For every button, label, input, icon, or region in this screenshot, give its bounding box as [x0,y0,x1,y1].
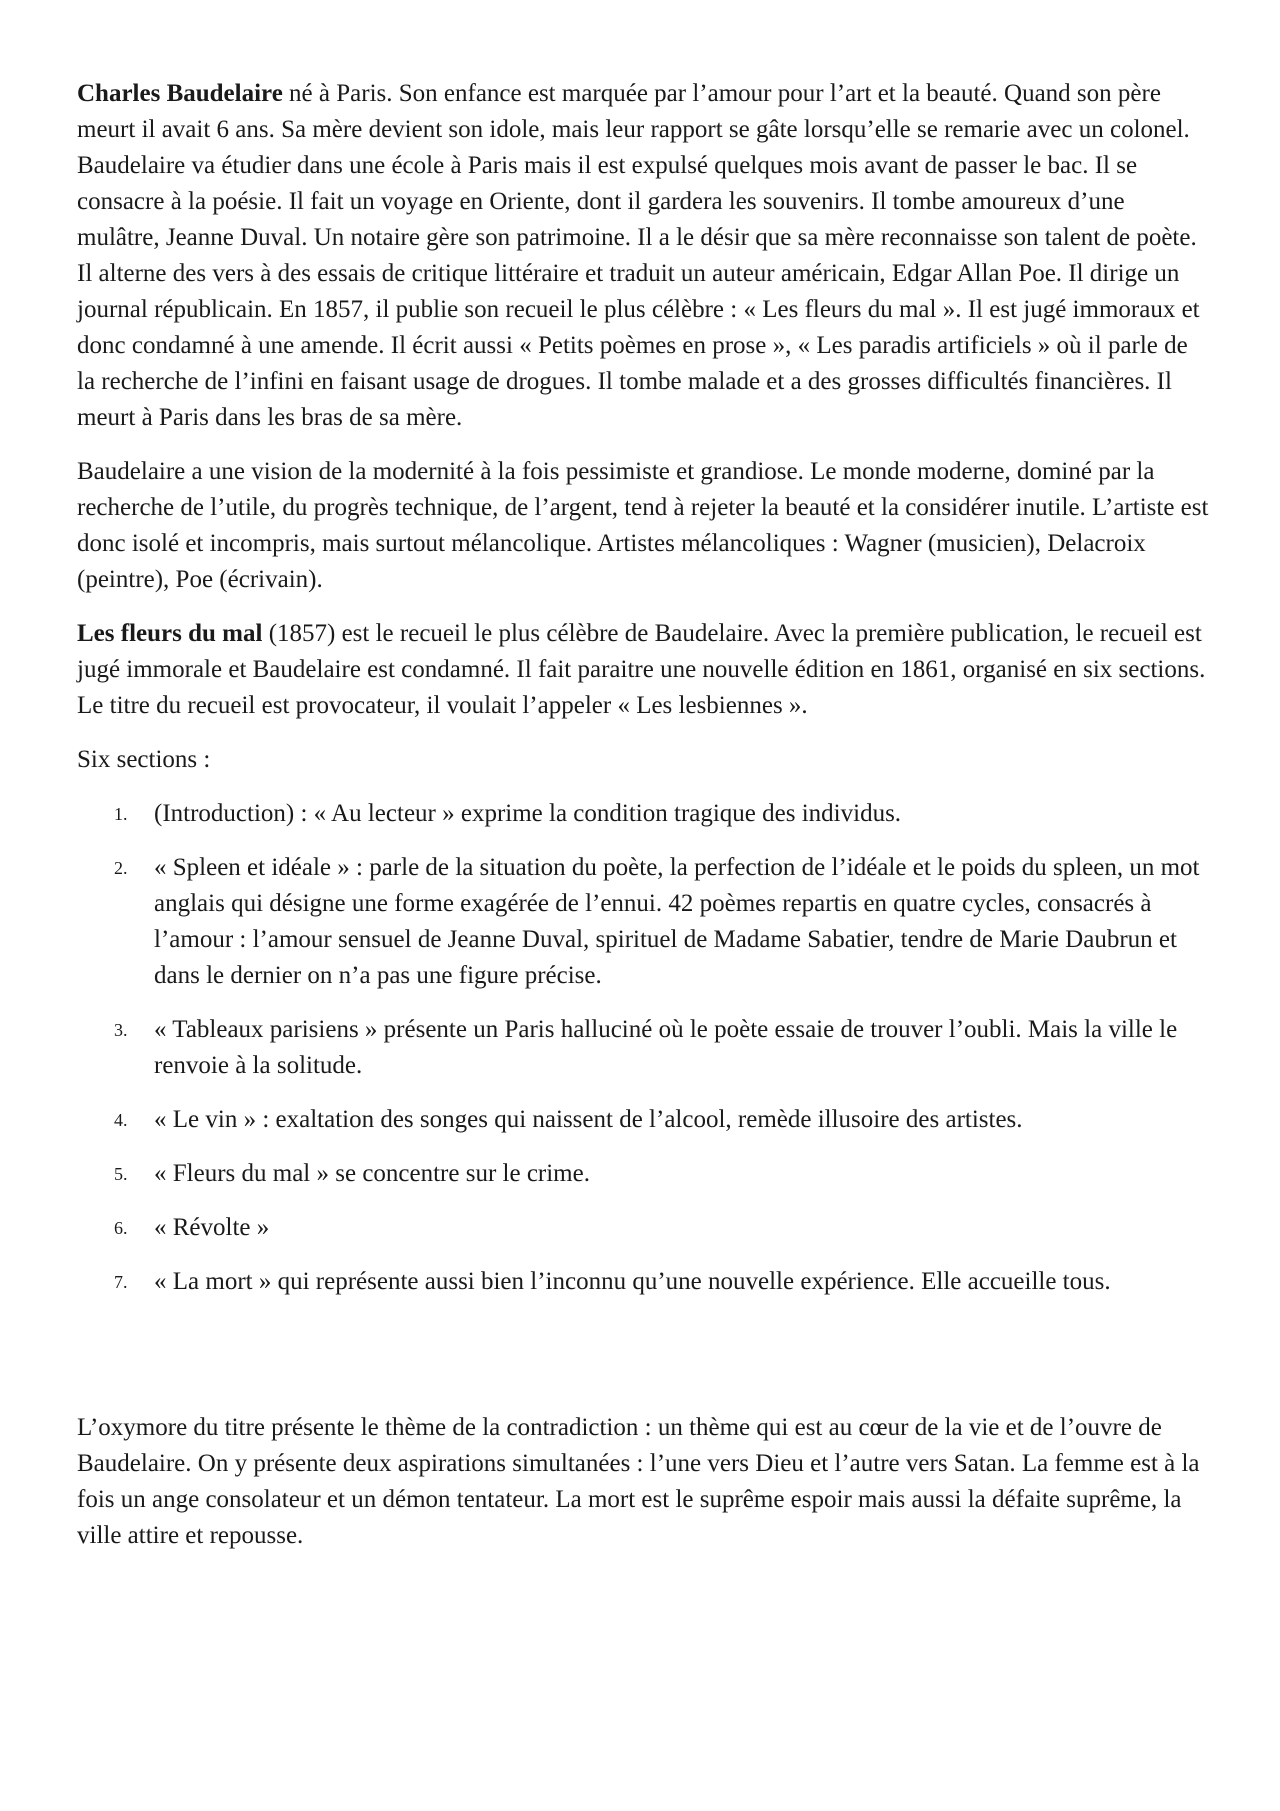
list-text: « La mort » qui représente aussi bien l’inconnu qu’une nouvelle expérience. Elle accueille tous. [154,1268,1111,1295]
book-title: Les fleurs du mal [77,620,263,647]
list-number: 3. [114,1020,128,1040]
author-name: Charles Baudelaire [77,80,283,107]
list-item [77,1210,1212,1246]
fleurs-du-mal-paragraph [77,616,1212,724]
list-text: « Fleurs du mal » se concentre sur le crime. [154,1160,590,1187]
list-number: 5. [114,1164,128,1184]
list-item [77,796,1212,832]
modernity-paragraph: Baudelaire a une vision de la modernité à la fois pessimiste et grandiose. Le monde moderne, dominé par la recherche de l’utile, du progrès technique, de l’argent, tend à rejeter la beauté et la considérer inutile. L’artiste est donc isolé et incompris, mais surtout mélancolique. Artistes mélancoliques : Wagner (musicien), Delacroix (peintre), Poe (écrivain). [77,458,1209,593]
list-text: « Tableaux parisiens » présente un Paris halluciné où le poète essaie de trouver l’oubli. Mais la ville le renvoie à la solitude. [154,1016,1178,1079]
list-item [77,850,1212,994]
list-text: « Le vin » : exaltation des songes qui naissent de l’alcool, remède illusoire des artistes. [154,1106,1023,1133]
list-text: « Révolte » [154,1214,270,1241]
sections-intro: Six sections : [77,746,211,773]
list-number: 1. [114,804,128,824]
list-number: 7. [114,1272,128,1292]
list-text: « Spleen et idéale » : parle de la situation du poète, la perfection de l’idéale et le poids du spleen, un mot anglais qui désigne une forme exagérée de l’ennui. 42 poèmes repartis en quatre cycles, consacrés à l’amour : l’amour sensuel de Jeanne Duval, spirituel de Madame Sabatier, tendre de Marie Daubrun et dans le dernier on n’a pas une figure précise. [154,854,1200,989]
list-item [77,1012,1212,1084]
document-page [77,76,1212,1572]
oxymore-paragraph: L’oxymore du titre présente le thème de la contradiction : un thème qui est au cœur de la vie et de l’ouvre de Baudelaire. On y présente deux aspirations simultanées : l’une vers Dieu et l’autre vers Satan. La femme est à la fois un ange consolateur et un démon tentateur. La mort est le suprême espoir mais aussi la défaite suprême, la ville attire et repousse. [77,1414,1200,1549]
biography-paragraph [77,76,1212,436]
list-number: 2. [114,858,128,878]
list-number: 4. [114,1110,128,1130]
fleurs-du-mal-text: (1857) est le recueil le plus célèbre de Baudelaire. Avec la première publication, le recueil est jugé immorale et Baudelaire est condamné. Il fait paraitre une nouvelle édition en 1861, organisé en six sections. Le titre du recueil est provocateur, il voulait l’appeler « Les lesbiennes ». [77,620,1206,719]
list-number: 6. [114,1218,128,1238]
list-item [77,1156,1212,1192]
list-text: (Introduction) : « Au lecteur » exprime la condition tragique des individus. [154,800,902,827]
sections-list [77,796,1212,1300]
biography-text: né à Paris. Son enfance est marquée par l’amour pour l’art et la beauté. Quand son père meurt il avait 6 ans. Sa mère devient son idole, mais leur rapport se gâte lorsqu’elle se remarie avec un colonel. Baudelaire va étudier dans une école à Paris mais il est expulsé quelques mois avant de passer le bac. Il se consacre à la poésie. Il fait un voyage en Oriente, dont il gardera les souvenirs. Il tombe amoureux d’une mulâtre, Jeanne Duval. Un notaire gère son patrimoine. Il a le désir que sa mère reconnaisse son talent de poète. Il alterne des vers à des essais de critique littéraire et traduit un auteur américain, Edgar Allan Poe. Il dirige un journal républicain. En 1857, il publie son recueil le plus célèbre : « Les fleurs du mal ». Il est jugé immoraux et donc condamné à une amende. Il écrit aussi « Petits poèmes en prose », « Les paradis artificiels » où il parle de la recherche de l’infini en faisant usage de drogues. Il tombe malade et a des grosses difficultés financières. Il meurt à Paris dans les bras de sa mère. [77,80,1200,431]
list-item [77,1264,1212,1300]
list-item [77,1102,1212,1138]
